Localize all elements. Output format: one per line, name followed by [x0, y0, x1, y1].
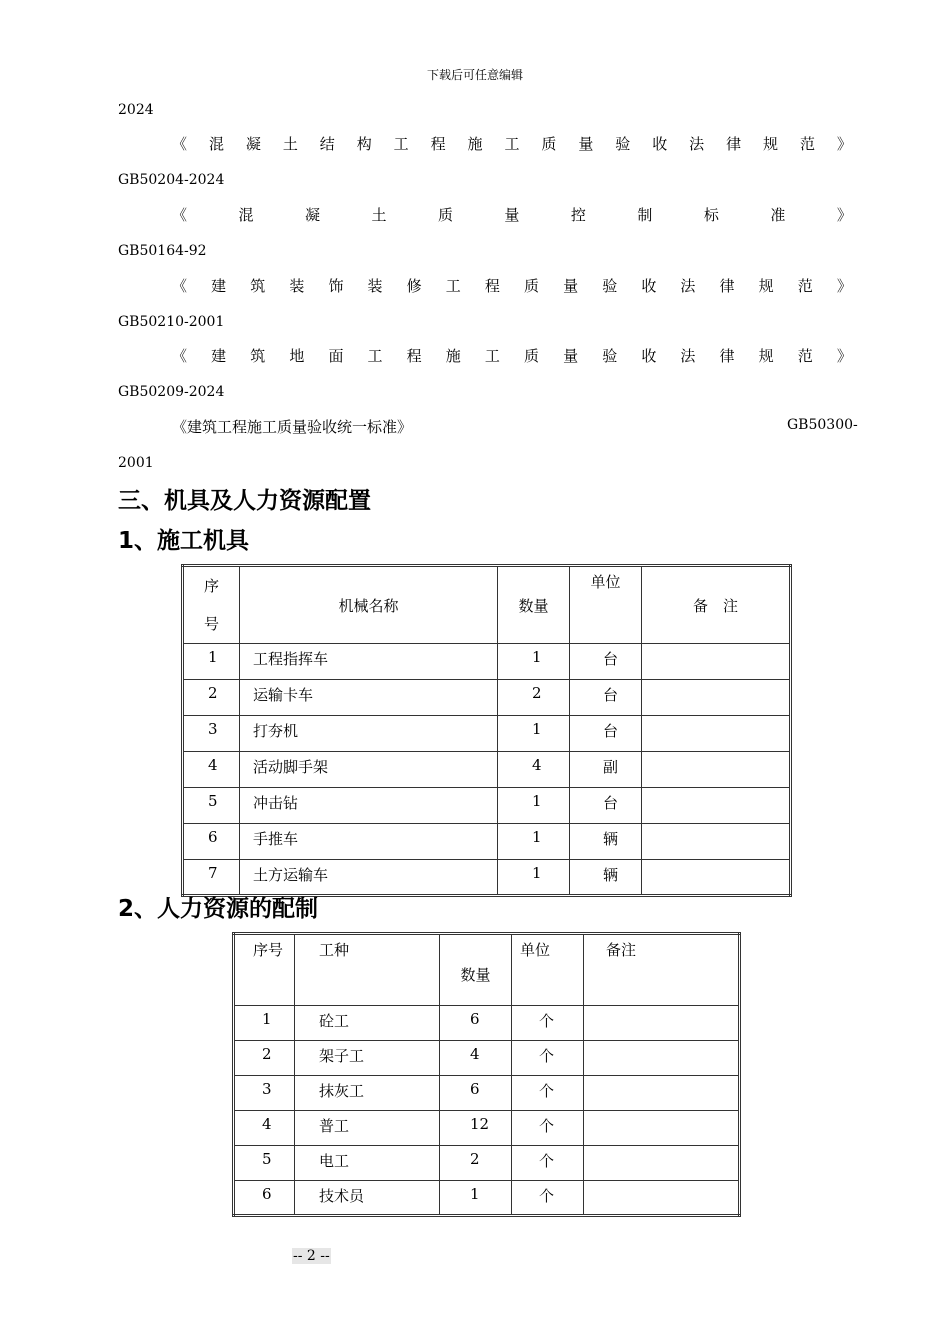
table-row [234, 1076, 740, 1111]
table-header-row [183, 566, 791, 644]
standard-code: GB50164-92 [118, 243, 207, 259]
cell-no: 4 [183, 752, 240, 788]
table-row [183, 824, 791, 860]
cell-qty: 1 [498, 824, 570, 860]
cell-note [642, 680, 791, 716]
cell-unit: 辆 [570, 860, 642, 896]
title-char: 量 [578, 135, 594, 153]
cell-no: 1 [183, 644, 240, 680]
title-char: 工 [484, 347, 500, 365]
title-char: 》 [836, 347, 852, 365]
title-char: 装 [289, 277, 305, 295]
title-char: 标 [703, 206, 719, 224]
standard-code: GB50210-2001 [118, 314, 225, 330]
title-char: 筑 [250, 347, 266, 365]
section-heading: 三、机具及人力资源配置 [118, 488, 371, 514]
header-unit: 单位 [570, 566, 642, 644]
title-char: 建 [211, 277, 227, 295]
header-no-line2: 号 [203, 615, 219, 633]
header-type: 工种 [295, 934, 440, 1006]
standard-code: GB50209-2024 [118, 384, 225, 400]
cell-unit: 个 [512, 1111, 584, 1146]
title-char: 规 [758, 277, 774, 295]
title-char: 工 [393, 135, 409, 153]
title-char: 收 [652, 135, 668, 153]
cell-unit: 个 [512, 1181, 584, 1216]
cell-machine-name: 运输卡车 [240, 680, 498, 716]
cell-unit: 个 [512, 1076, 584, 1111]
title-char: 律 [719, 347, 735, 365]
title-char: 《 [172, 206, 188, 224]
title-char: 工 [445, 277, 461, 295]
text-line: 2024 [118, 102, 154, 118]
title-char: 法 [689, 135, 705, 153]
standard-code: 2001 [118, 455, 154, 471]
cell-no: 2 [183, 680, 240, 716]
cell-no: 6 [234, 1181, 295, 1216]
header-note: 备 注 [642, 566, 791, 644]
cell-machine-name: 土方运输车 [240, 860, 498, 896]
header-no-line1: 序 [203, 577, 219, 595]
cell-job-type: 抹灰工 [295, 1076, 440, 1111]
cell-no: 6 [183, 824, 240, 860]
title-char: 建 [211, 347, 227, 365]
standard-title-line [172, 133, 852, 154]
cell-no: 5 [234, 1146, 295, 1181]
cell-no: 1 [234, 1006, 295, 1041]
cell-machine-name: 手推车 [240, 824, 498, 860]
cell-note [642, 824, 791, 860]
cell-qty: 2 [498, 680, 570, 716]
title-char: 量 [504, 206, 520, 224]
standard-title-line [172, 345, 852, 366]
cell-no: 3 [234, 1076, 295, 1111]
title-char: 施 [467, 135, 483, 153]
title-char: 面 [328, 347, 344, 365]
title-char: 量 [563, 277, 579, 295]
title-char: 准 [770, 206, 786, 224]
table-row [234, 1181, 740, 1216]
header-no [183, 566, 240, 644]
title-char: 凝 [304, 206, 320, 224]
cell-qty: 4 [498, 752, 570, 788]
title-char: 《 [172, 277, 188, 295]
cell-qty: 1 [498, 716, 570, 752]
title-char: 程 [430, 135, 446, 153]
cell-qty: 2 [440, 1146, 512, 1181]
cell-note [642, 752, 791, 788]
page-header: 下载后可任意编辑 [426, 68, 523, 82]
cell-note [584, 1181, 740, 1216]
standard-title-line [172, 275, 852, 296]
cell-qty: 1 [498, 860, 570, 896]
cell-no: 5 [183, 788, 240, 824]
cell-no: 7 [183, 860, 240, 896]
title-char: 律 [719, 277, 735, 295]
cell-qty: 12 [440, 1111, 512, 1146]
cell-qty: 1 [440, 1181, 512, 1216]
table-row [234, 1111, 740, 1146]
cell-no: 2 [234, 1041, 295, 1076]
table-row [234, 1006, 740, 1041]
title-char: 律 [726, 135, 742, 153]
title-char: 》 [836, 135, 852, 153]
header-note: 备注 [584, 934, 740, 1006]
standard-title-line [172, 204, 852, 225]
title-char: 范 [797, 277, 813, 295]
cell-unit: 个 [512, 1006, 584, 1041]
cell-note [642, 716, 791, 752]
title-char: 规 [763, 135, 779, 153]
title-char: 装 [367, 277, 383, 295]
cell-qty: 4 [440, 1041, 512, 1076]
title-char: 控 [570, 206, 586, 224]
table-row [183, 680, 791, 716]
cell-unit: 个 [512, 1041, 584, 1076]
cell-note [584, 1076, 740, 1111]
title-char: 结 [319, 135, 335, 153]
cell-no: 3 [183, 716, 240, 752]
cell-qty: 1 [498, 644, 570, 680]
header-name: 机械名称 [240, 566, 498, 644]
title-char: 制 [637, 206, 653, 224]
title-char: 验 [615, 135, 631, 153]
header-unit: 单位 [512, 934, 584, 1006]
title-char: 构 [356, 135, 372, 153]
cell-unit: 个 [512, 1146, 584, 1181]
cell-unit: 台 [570, 788, 642, 824]
cell-machine-name: 活动脚手架 [240, 752, 498, 788]
title-char: 收 [641, 347, 657, 365]
table-row [234, 1041, 740, 1076]
table-row [234, 1146, 740, 1181]
table-row [183, 788, 791, 824]
subsection-heading: 1、施工机具 [118, 528, 250, 554]
title-char: 程 [406, 347, 422, 365]
cell-note [584, 1111, 740, 1146]
personnel-table [232, 932, 741, 1217]
title-char: 》 [836, 277, 852, 295]
subsection-heading: 2、人力资源的配制 [118, 896, 319, 922]
cell-note [642, 860, 791, 896]
header-qty: 数量 [440, 934, 512, 1006]
title-char: 《 [172, 347, 188, 365]
title-char: 混 [238, 206, 254, 224]
title-char: 工 [504, 135, 520, 153]
title-char: 法 [680, 277, 696, 295]
title-char: 程 [484, 277, 500, 295]
title-char: 土 [371, 206, 387, 224]
title-char: 质 [541, 135, 557, 153]
cell-note [584, 1041, 740, 1076]
cell-job-type: 技术员 [295, 1181, 440, 1216]
title-char: 土 [282, 135, 298, 153]
cell-note [642, 644, 791, 680]
table-header-row [234, 934, 740, 1006]
title-char: 量 [563, 347, 579, 365]
title-char: 范 [799, 135, 815, 153]
title-char: 》 [836, 206, 852, 224]
standard-code: GB50300- [787, 417, 858, 433]
title-char: 饰 [328, 277, 344, 295]
table-row [183, 644, 791, 680]
page-number: -- 2 -- [293, 1248, 330, 1264]
title-char: 《 [172, 135, 188, 153]
title-char: 范 [797, 347, 813, 365]
cell-job-type: 电工 [295, 1146, 440, 1181]
title-char: 凝 [245, 135, 261, 153]
title-char: 验 [602, 277, 618, 295]
cell-unit: 副 [570, 752, 642, 788]
cell-no: 4 [234, 1111, 295, 1146]
title-char: 修 [406, 277, 422, 295]
standard-title-line: 《建筑工程施工质量验收统一标准》 [172, 418, 413, 436]
cell-qty: 6 [440, 1006, 512, 1041]
cell-qty: 6 [440, 1076, 512, 1111]
cell-qty: 1 [498, 788, 570, 824]
cell-machine-name: 冲击钻 [240, 788, 498, 824]
title-char: 筑 [250, 277, 266, 295]
title-char: 施 [445, 347, 461, 365]
header-no: 序号 [234, 934, 295, 1006]
title-char: 质 [523, 347, 539, 365]
cell-job-type: 普工 [295, 1111, 440, 1146]
standard-code: GB50204-2024 [118, 172, 225, 188]
title-char: 验 [602, 347, 618, 365]
title-char: 工 [367, 347, 383, 365]
title-char: 规 [758, 347, 774, 365]
cell-job-type: 架子工 [295, 1041, 440, 1076]
cell-machine-name: 打夯机 [240, 716, 498, 752]
table-row [183, 716, 791, 752]
title-char: 法 [680, 347, 696, 365]
title-char: 质 [523, 277, 539, 295]
table-row [183, 752, 791, 788]
cell-machine-name: 工程指挥车 [240, 644, 498, 680]
cell-note [584, 1006, 740, 1041]
cell-unit: 台 [570, 716, 642, 752]
machinery-table [181, 564, 792, 897]
cell-note [642, 788, 791, 824]
title-char: 收 [641, 277, 657, 295]
cell-unit: 台 [570, 680, 642, 716]
title-char: 混 [208, 135, 224, 153]
title-char: 质 [437, 206, 453, 224]
cell-note [584, 1146, 740, 1181]
cell-unit: 台 [570, 644, 642, 680]
cell-unit: 辆 [570, 824, 642, 860]
title-char: 地 [289, 347, 305, 365]
header-qty: 数量 [498, 566, 570, 644]
cell-job-type: 砼工 [295, 1006, 440, 1041]
